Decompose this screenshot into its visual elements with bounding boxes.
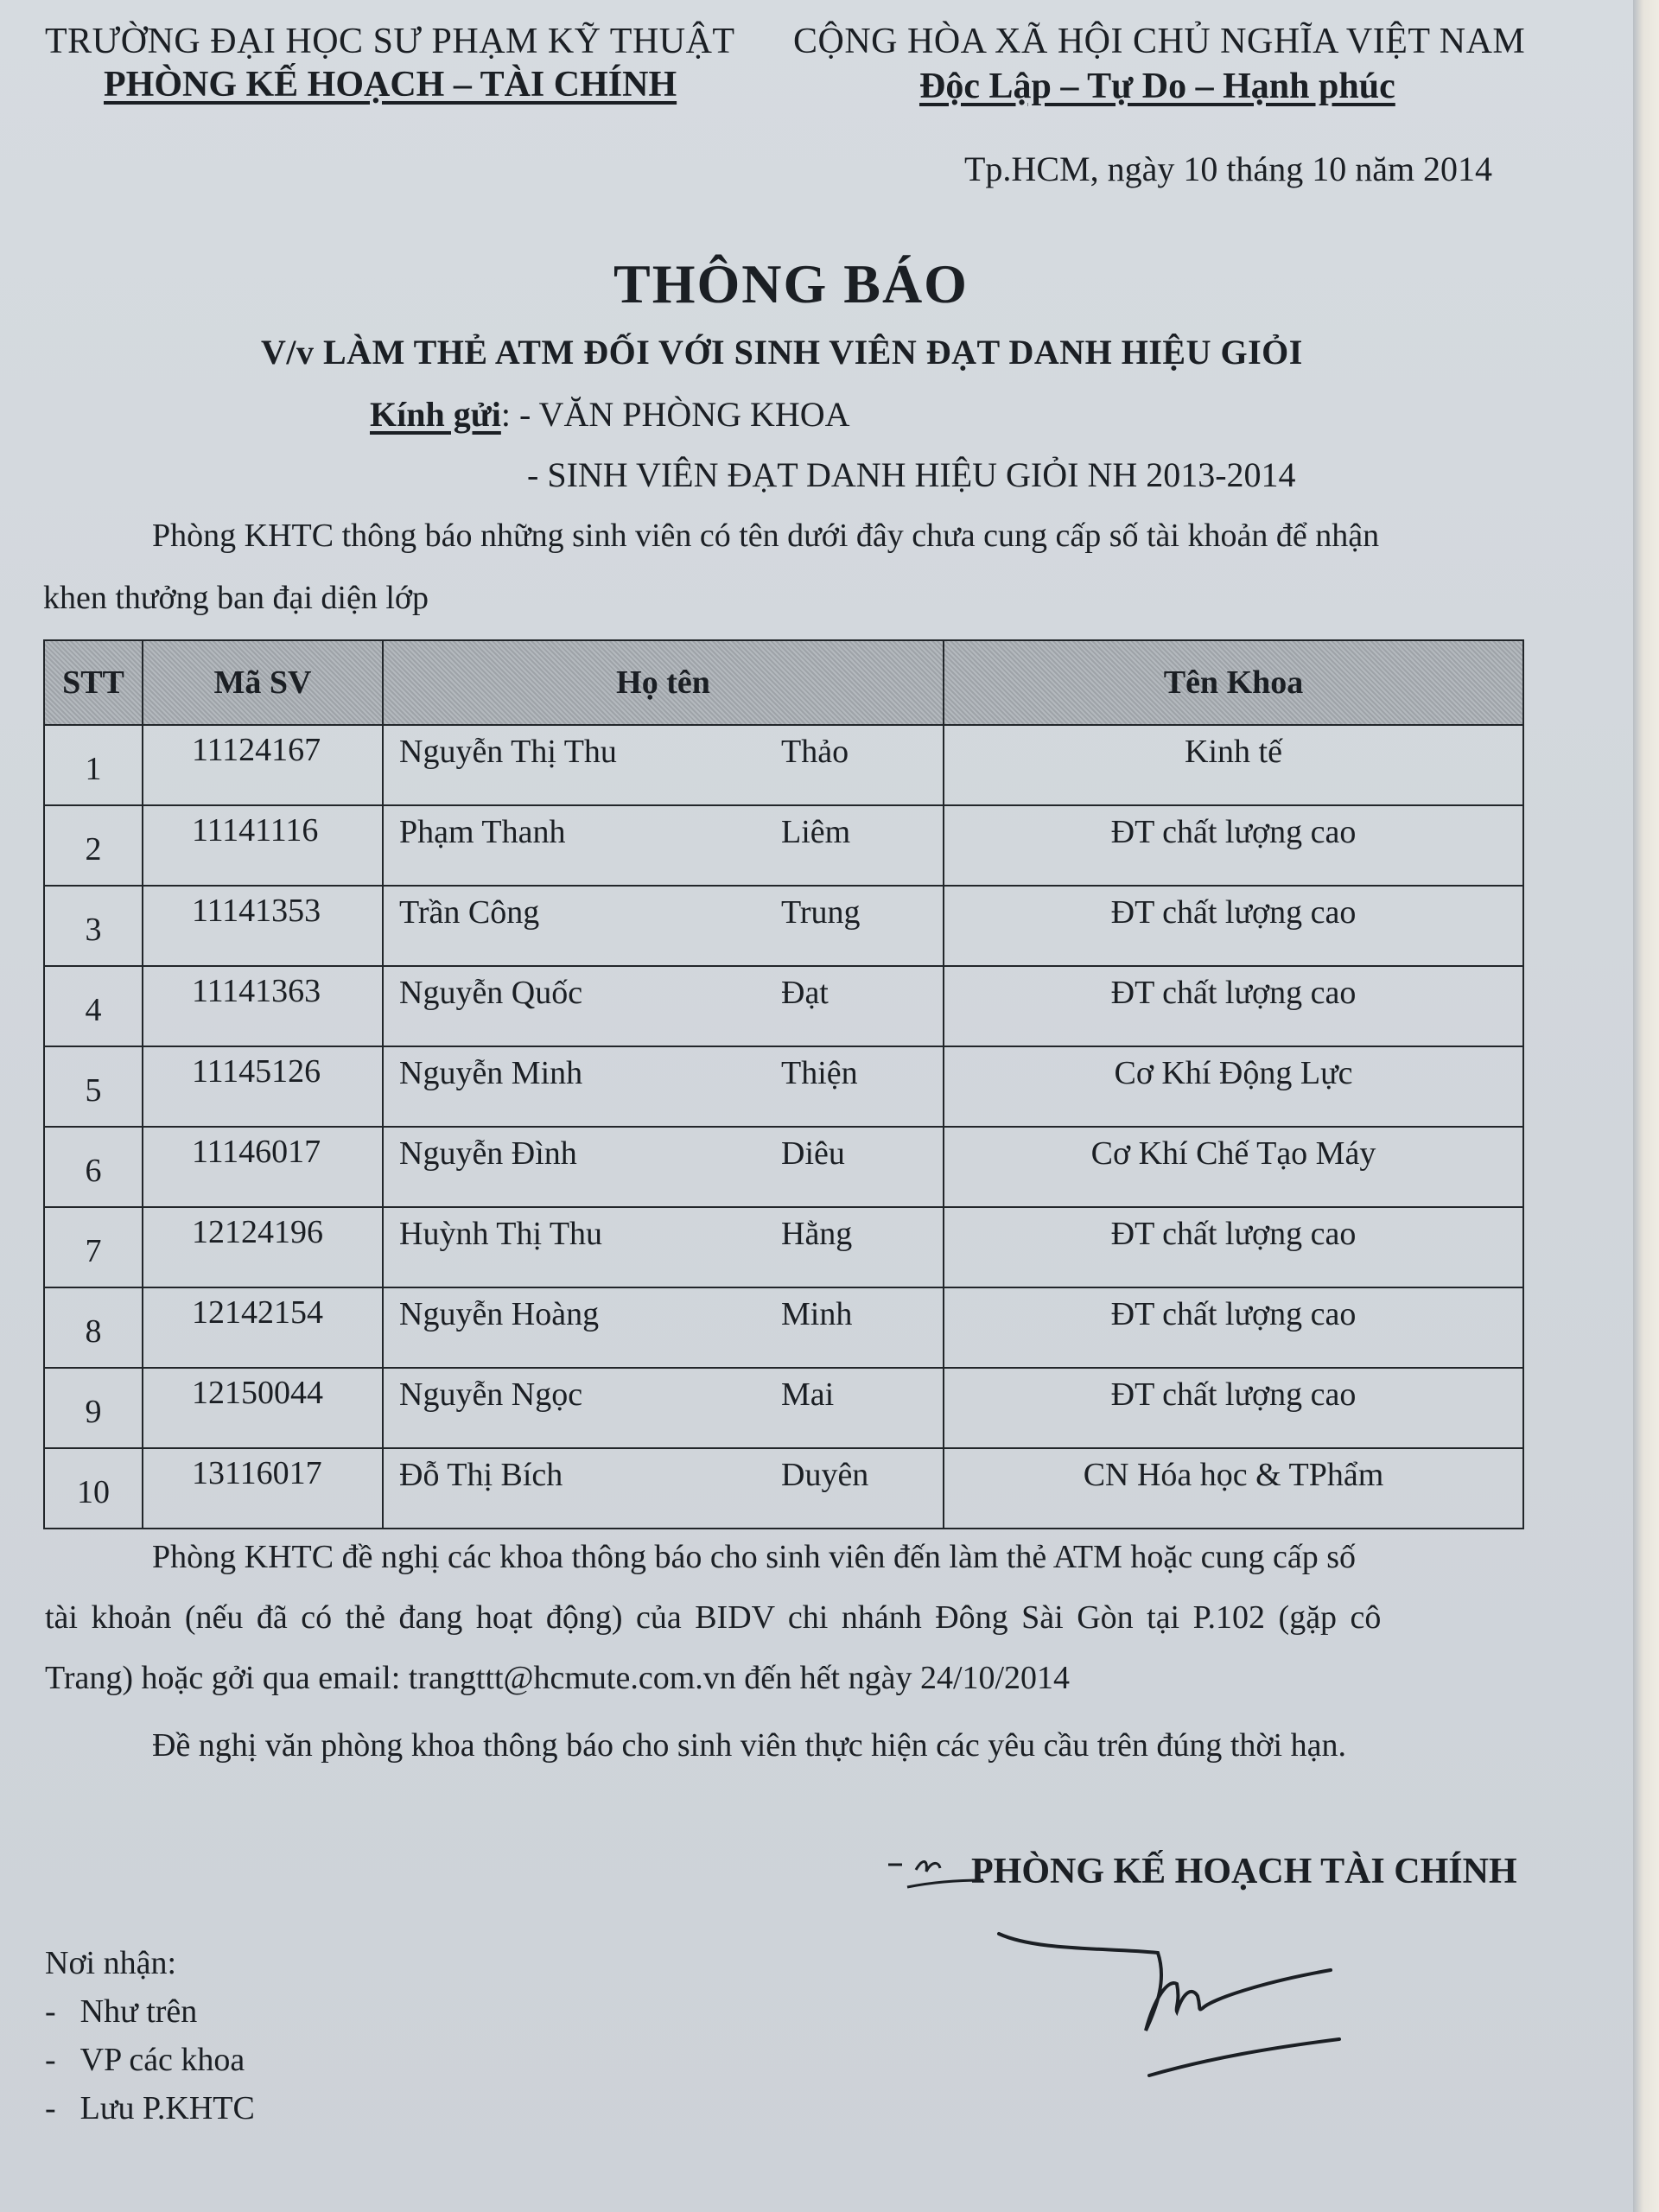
family-middle-name: Huỳnh Thị Thu: [399, 1216, 603, 1252]
cell-ho-ten: [383, 886, 944, 966]
given-name: Thảo: [781, 734, 849, 770]
cell-stt: [44, 1046, 143, 1127]
given-name: Duyên: [781, 1457, 869, 1493]
header-ho-ten: Họ tên: [383, 640, 944, 725]
cell-ma-sv: [143, 1368, 383, 1448]
cell-ho-ten: [383, 1448, 944, 1529]
faculty-name: Cơ Khí Chế Tạo Máy: [1090, 1135, 1376, 1172]
cell-ho-ten: [383, 725, 944, 805]
family-middle-name: Nguyễn Hoàng: [399, 1296, 600, 1332]
family-middle-name: Nguyễn Minh: [399, 1055, 583, 1091]
cell-ten-khoa: [944, 1448, 1523, 1529]
stt-value: 9: [85, 1394, 102, 1430]
distribution-item-label: Như trên: [79, 1993, 198, 2030]
document-date: Tp.HCM, ngày 10 tháng 10 năm 2014: [964, 149, 1493, 188]
given-name: Mai: [781, 1376, 835, 1413]
signature-mark: [985, 1918, 1357, 2091]
recipients-label: Kính gửi: [370, 395, 501, 434]
cell-ma-sv: [143, 1046, 383, 1127]
distribution-label: Nơi nhận:: [45, 1945, 177, 1981]
family-middle-name: Nguyễn Quốc: [399, 975, 583, 1011]
school-name: TRƯỜNG ĐẠI HỌC SƯ PHẠM KỸ THUẬT: [45, 22, 735, 61]
list-bullet: -: [45, 2042, 56, 2078]
cell-ma-sv: [143, 1287, 383, 1368]
body-line-2: tài khoản (nếu đã có thẻ đang hoạt động) của BIDV chi nhánh Đông Sài Gòn tại P.102 (gặp cô: [45, 1599, 1382, 1636]
cell-ma-sv: [143, 1448, 383, 1529]
faculty-name: ĐT chất lượng cao: [1110, 1216, 1357, 1252]
student-id: 11145126: [192, 1053, 321, 1090]
table-row: [44, 1287, 1523, 1368]
recipient-students: - SINH VIÊN ĐẠT DANH HIỆU GIỎI NH 2013-2014: [527, 455, 1296, 494]
faculty-name: ĐT chất lượng cao: [1110, 894, 1357, 931]
recipient-office: : - VĂN PHÒNG KHOA: [500, 395, 850, 434]
given-name: Trung: [781, 894, 861, 931]
stt-value: 5: [85, 1072, 102, 1109]
motto: Độc Lập – Tự Do – Hạnh phúc: [919, 67, 1395, 106]
cell-ma-sv: [143, 966, 383, 1046]
given-name: Hằng: [781, 1216, 853, 1252]
cell-ma-sv: [143, 1207, 383, 1287]
header-stt: STT: [44, 640, 143, 725]
cell-stt: [44, 966, 143, 1046]
table-row: [44, 1368, 1523, 1448]
initial-mark: [881, 1849, 985, 1892]
cell-stt: [44, 725, 143, 805]
table-row: [44, 725, 1523, 805]
stt-value: 6: [85, 1153, 102, 1189]
table-row: [44, 1207, 1523, 1287]
stt-value: 8: [85, 1313, 102, 1350]
family-middle-name: Nguyễn Ngọc: [399, 1376, 583, 1413]
student-id: 12124196: [192, 1214, 323, 1250]
cell-ma-sv: [143, 1127, 383, 1207]
cell-stt: [44, 1448, 143, 1529]
table-row: [44, 1127, 1523, 1207]
cell-ho-ten: [383, 1287, 944, 1368]
faculty-name: CN Hóa học & TPhẩm: [1083, 1457, 1384, 1493]
student-id: 11124167: [192, 732, 321, 768]
distribution-item: [45, 1993, 197, 2031]
family-middle-name: Phạm Thanh: [399, 814, 566, 850]
student-id: 11141363: [192, 973, 321, 1009]
cell-ten-khoa: [944, 1287, 1523, 1368]
body-line-1: Phòng KHTC đề nghị các khoa thông báo cho sinh viên đến làm thẻ ATM hoặc cung cấp số: [152, 1539, 1357, 1575]
distribution-item-label: Lưu P.KHTC: [79, 2090, 255, 2126]
stt-value: 7: [85, 1233, 102, 1269]
distribution-item: [45, 2041, 245, 2079]
student-id: 12150044: [192, 1375, 323, 1411]
stt-value: 2: [85, 831, 102, 868]
given-name: Đạt: [781, 975, 829, 1011]
stt-value: 1: [85, 751, 102, 787]
body-line-4: Đề nghị văn phòng khoa thông báo cho sinh viên thực hiện các yêu cầu trên đúng thời hạn.: [152, 1727, 1346, 1764]
document-subtitle: V/v LÀM THẺ ATM ĐỐI VỚI SINH VIÊN ĐẠT DANH HIỆU GIỎI: [261, 333, 1303, 372]
cell-ho-ten: [383, 1207, 944, 1287]
table-row: [44, 886, 1523, 966]
cell-stt: [44, 1207, 143, 1287]
cell-stt: [44, 1127, 143, 1207]
given-name: Liêm: [781, 814, 851, 850]
cell-ho-ten: [383, 1368, 944, 1448]
student-id: 12142154: [192, 1294, 323, 1331]
table-row: [44, 966, 1523, 1046]
faculty-name: ĐT chất lượng cao: [1110, 1376, 1357, 1413]
distribution-item-label: VP các khoa: [79, 2042, 245, 2078]
family-middle-name: Đỗ Thị Bích: [399, 1457, 563, 1493]
stt-value: 10: [77, 1474, 110, 1510]
cell-stt: [44, 886, 143, 966]
department-name: PHÒNG KẾ HOẠCH – TÀI CHÍNH: [104, 65, 677, 105]
recipients-line-1: [370, 394, 850, 435]
table-row: [44, 1448, 1523, 1529]
student-id: 11146017: [192, 1134, 321, 1170]
cell-ma-sv: [143, 886, 383, 966]
faculty-name: ĐT chất lượng cao: [1110, 975, 1357, 1011]
cell-ho-ten: [383, 966, 944, 1046]
family-middle-name: Nguyễn Thị Thu: [399, 734, 617, 770]
table-header-row: [44, 640, 1523, 725]
cell-ma-sv: [143, 725, 383, 805]
cell-stt: [44, 1368, 143, 1448]
table-row: [44, 805, 1523, 886]
cell-ten-khoa: [944, 886, 1523, 966]
family-middle-name: Trần Công: [399, 894, 540, 931]
cell-ten-khoa: [944, 966, 1523, 1046]
student-id: 11141353: [192, 893, 321, 929]
body-line-3: Trang) hoặc gởi qua email: trangttt@hcmute.com.vn đến hết ngày 24/10/2014: [45, 1660, 1071, 1696]
signing-office: PHÒNG KẾ HOẠCH TÀI CHÍNH: [971, 1852, 1517, 1891]
cell-stt: [44, 805, 143, 886]
list-bullet: -: [45, 1993, 56, 2030]
cell-ma-sv: [143, 805, 383, 886]
stt-value: 3: [85, 912, 102, 948]
intro-line-1: Phòng KHTC thông báo những sinh viên có tên dưới đây chưa cung cấp số tài khoản để nhận: [152, 518, 1380, 554]
header-ten-khoa: Tên Khoa: [944, 640, 1523, 725]
faculty-name: ĐT chất lượng cao: [1110, 1296, 1357, 1332]
student-id: 13116017: [192, 1455, 322, 1491]
cell-ten-khoa: [944, 1046, 1523, 1127]
cell-ten-khoa: [944, 1368, 1523, 1448]
cell-ten-khoa: [944, 1207, 1523, 1287]
cell-ho-ten: [383, 1046, 944, 1127]
student-id: 11141116: [192, 812, 319, 849]
paper-edge: [1633, 0, 1659, 2212]
given-name: Minh: [781, 1296, 853, 1332]
faculty-name: Kinh tế: [1185, 734, 1282, 770]
header-ma-sv: Mã SV: [143, 640, 383, 725]
family-middle-name: Nguyễn Đình: [399, 1135, 577, 1172]
stt-value: 4: [85, 992, 102, 1028]
cell-ten-khoa: [944, 805, 1523, 886]
list-bullet: -: [45, 2090, 56, 2126]
given-name: Thiện: [781, 1055, 858, 1091]
intro-line-2: khen thưởng ban đại diện lớp: [43, 580, 429, 616]
cell-ho-ten: [383, 805, 944, 886]
cell-stt: [44, 1287, 143, 1368]
document-title: THÔNG BÁO: [613, 253, 969, 315]
faculty-name: ĐT chất lượng cao: [1110, 814, 1357, 850]
faculty-name: Cơ Khí Động Lực: [1114, 1055, 1353, 1091]
given-name: Diêu: [781, 1135, 845, 1172]
student-table: [43, 639, 1524, 1529]
table-row: [44, 1046, 1523, 1127]
distribution-item: [45, 2089, 255, 2127]
cell-ten-khoa: [944, 1127, 1523, 1207]
cell-ten-khoa: [944, 725, 1523, 805]
country-name: CỘNG HÒA XÃ HỘI CHỦ NGHĨA VIỆT NAM: [793, 22, 1526, 61]
cell-ho-ten: [383, 1127, 944, 1207]
